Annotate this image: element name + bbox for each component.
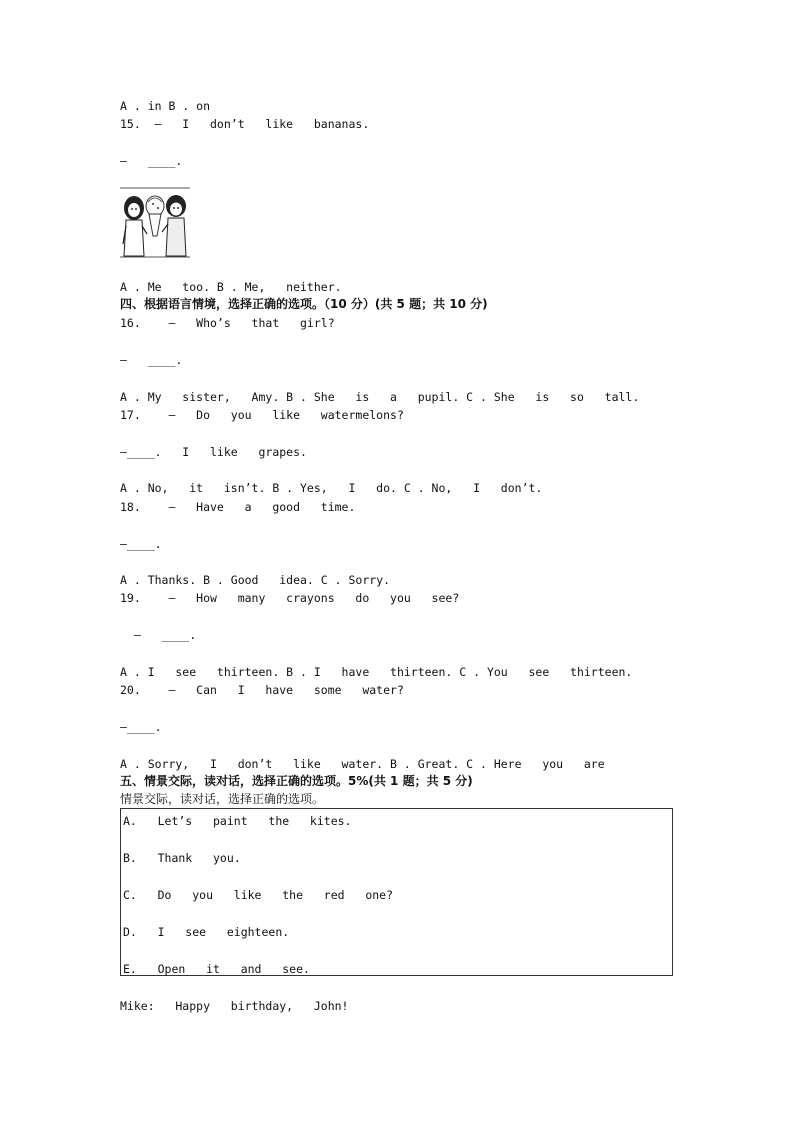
q17-answer-blank: —____. I like grapes. (120, 445, 307, 459)
q15-answer-blank: — ____. (120, 154, 183, 168)
dialogue-line-mike: Mike: Happy birthday, John! (120, 999, 349, 1013)
q20-answer-blank: —____. (120, 720, 162, 734)
q17-prompt: 17. — Do you like watermelons? (120, 408, 404, 422)
box-option-a: A. Let’s paint the kites. (123, 814, 352, 828)
q16-answer-blank: — ____. (120, 353, 183, 367)
q15-prompt: 15. — I don’t like bananas. (120, 117, 370, 131)
q20-prompt: 20. — Can I have some water? (120, 683, 404, 697)
q16-prompt: 16. — Who’s that girl? (120, 316, 335, 330)
box-option-b: B. Thank you. (123, 851, 241, 865)
section-5-instruction: 情景交际，读对话，选择正确的选项。 (120, 792, 325, 806)
q14-options: A . in B . on (120, 99, 211, 113)
two-girls-illustration (120, 186, 190, 258)
q19-answer-blank: — ____. (120, 628, 197, 642)
q18-prompt: 18. — Have a good time. (120, 500, 356, 514)
q15-options: A . Me too. B . Me, neither. (120, 280, 342, 294)
options-box (120, 808, 673, 976)
q19-prompt: 19. — How many crayons do you see? (120, 591, 460, 605)
q20-options: A . Sorry, I don’t like water. B . Great. C . Here you are (120, 757, 605, 771)
q17-options: A . No, it isn’t. B . Yes, I do. C . No, I don’t. (120, 481, 543, 495)
section-5-heading: 五、情景交际，读对话，选择正确的选项。5%(共 1 题；共 5 分) (120, 774, 473, 788)
q16-options: A . My sister, Amy. B . She is a pupil. C . She is so tall. (120, 390, 640, 404)
q18-answer-blank: —____. (120, 537, 162, 551)
box-option-e: E. Open it and see. (123, 962, 310, 976)
q18-options: A . Thanks. B . Good idea. C . Sorry. (120, 573, 391, 587)
section-4-heading: 四、根据语言情境，选择正确的选项。（10 分）(共 5 题；共 10 分) (120, 297, 488, 311)
box-option-c: C. Do you like the red one? (123, 888, 394, 902)
box-option-d: D. I see eighteen. (123, 925, 290, 939)
q19-options: A . I see thirteen. B . I have thirteen. C . You see thirteen. (120, 665, 633, 679)
